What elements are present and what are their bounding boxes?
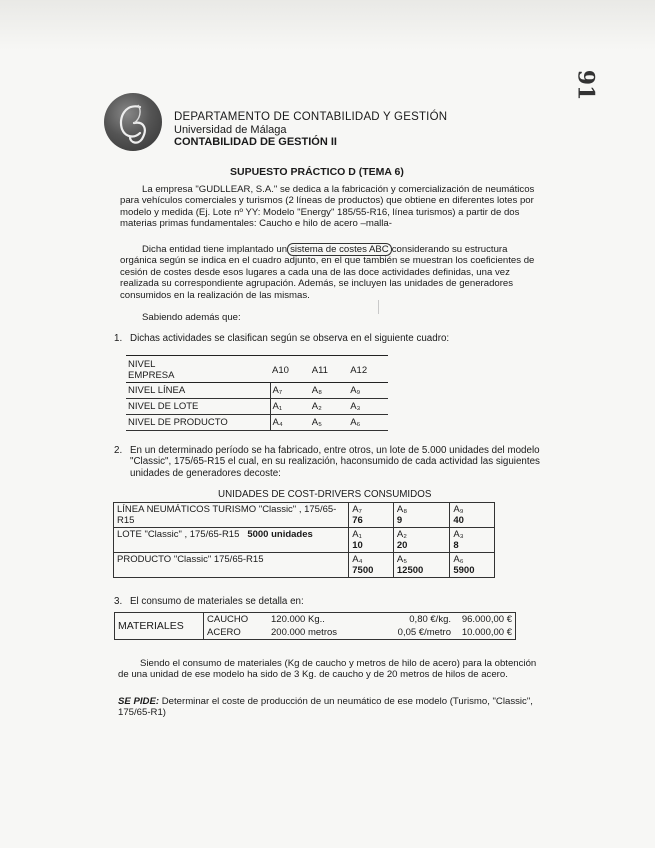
- driver-value: 76: [352, 515, 363, 526]
- driver-value: 5900: [453, 565, 475, 576]
- table-cell: [349, 503, 394, 528]
- table-cell: A12: [348, 358, 388, 383]
- table-cell: 0,80 €/kg.: [409, 614, 451, 625]
- scan-shadow: [0, 0, 655, 50]
- table-cell: [114, 503, 349, 528]
- exercise-title: SUPUESTO PRÁCTICO D (TEMA 6): [230, 166, 404, 178]
- cost-drivers-caption: UNIDADES DE COST-DRIVERS CONSUMIDOS: [218, 489, 432, 500]
- table-cell: [349, 528, 394, 553]
- department-name: DEPARTAMENTO DE CONTABILIDAD Y GESTIÓN: [174, 111, 448, 123]
- table-cell: A₂: [310, 399, 348, 415]
- activity-code: A₇: [352, 504, 362, 515]
- activity-code: A₉: [453, 504, 464, 515]
- driver-value: 12500: [396, 565, 424, 576]
- table-cell: A10: [270, 358, 310, 383]
- driver-value: 8: [453, 540, 459, 551]
- row-label: LOTE "Classic" , 175/65-R15: [117, 529, 240, 540]
- university-logo: [104, 93, 162, 151]
- table-cell: A₇: [270, 383, 310, 399]
- item-text: Dichas actividades se clasifican según se observa en el siguiente cuadro:: [130, 333, 450, 344]
- table-cell: NIVEL DE LOTE: [126, 399, 270, 415]
- item-number: 3.: [114, 596, 123, 607]
- table-cell: A₉: [348, 383, 388, 399]
- table-cell: [450, 528, 495, 553]
- activity-code: A₂: [396, 529, 407, 540]
- table-cell: NIVEL EMPRESA: [126, 358, 270, 383]
- activity-code: A₅: [396, 554, 408, 565]
- scan-mark: [378, 300, 379, 314]
- table-cell: [450, 503, 495, 528]
- table-cell: A₃: [348, 399, 388, 415]
- activity-code: A₁: [352, 529, 362, 540]
- table-cell: [114, 553, 349, 578]
- intro-paragraph: [120, 184, 546, 230]
- driver-value: 20: [396, 540, 408, 551]
- activity-code: A₈: [396, 504, 408, 515]
- intro-text: La empresa "GUDLLEAR, S.A." se dedica a la fabricación y comercialización de neumáticos para vehículos comerciales y turismos (2 líneas de productos) que obtiene en diferentes lotes por modelo y medida (Ej. Lote nº YY: Modelo "Energy" 185/55-R16, línea turismos) a partir de dos materias primas fundamentales: Caucho e hilo de acero –malla-: [120, 184, 535, 230]
- course-name: CONTABILIDAD DE GESTIÓN II: [174, 136, 337, 148]
- abc-highlight: sistema de costes ABC: [287, 243, 392, 256]
- table-cell: [349, 553, 394, 578]
- table-cell: [450, 553, 495, 578]
- table-cell: [393, 553, 449, 578]
- table-cell: 96.000,00 €: [461, 614, 512, 625]
- item-number: 1.: [114, 333, 123, 344]
- item-text: En un determinado período se ha fabricado, entre otros, un lote de 5.000 unidades del modelo "Classic", 175/65-R15 el cual, en su realización, haconsumido de cada actividad las siguientes unidades de generadores decoste:: [130, 445, 540, 479]
- consumption-paragraph: [118, 658, 548, 681]
- table-cell: NIVEL LÍNEA: [126, 383, 270, 399]
- item-text: El consumo de materiales se detalla en:: [130, 596, 304, 607]
- row-label: PRODUCTO "Classic" 175/65-R15: [117, 554, 264, 565]
- table-cell: A₅: [310, 415, 348, 431]
- activity-code: A₆: [453, 554, 464, 565]
- driver-value: 40: [453, 515, 464, 526]
- driver-value: 7500: [352, 565, 374, 576]
- sabiendo-line: Sabiendo además que:: [142, 312, 241, 323]
- abc-paragraph: [120, 244, 546, 301]
- table-cell: A11: [310, 358, 348, 383]
- table-cell: [114, 528, 349, 553]
- university-name: Universidad de Málaga: [174, 124, 287, 136]
- row-label: LÍNEA NEUMÁTICOS TURISMO "Classic" , 175/65-R15: [117, 504, 337, 526]
- table-cell: 0,05 €/metro: [397, 627, 451, 638]
- table-cell: 10.000,00 €: [461, 627, 512, 638]
- question-paragraph: [118, 696, 548, 719]
- table-cell: 200.000 metros: [271, 627, 338, 638]
- table-cell: A₄: [270, 415, 310, 431]
- materials-table: [114, 612, 516, 640]
- consumption-text: Siendo el consumo de materiales (Kg de caucho y metros de hilo de acero) para la obtención de una unidad de ese modelo ha sido de 3 Kg. de caucho y de 20 metros de hilos de acero.: [118, 658, 537, 681]
- abc-text-start: Dicha entidad tiene implantado un: [142, 244, 288, 255]
- table-cell: [393, 503, 449, 528]
- table-cell: A₁: [270, 399, 310, 415]
- table-cell: NIVEL DE PRODUCTO: [126, 415, 270, 431]
- table-cell: ACERO: [207, 627, 241, 638]
- materials-label: MATERIALES: [115, 613, 204, 640]
- activity-levels-table: [126, 355, 388, 431]
- driver-value: 10: [352, 540, 363, 551]
- activity-code: A₃: [453, 529, 464, 540]
- table-cell: A₈: [310, 383, 348, 399]
- question-label: SE PIDE:: [118, 696, 160, 707]
- table-cell: 120.000 Kg..: [271, 614, 325, 625]
- item-number: 2.: [114, 445, 123, 456]
- table-cell: A₆: [348, 415, 388, 431]
- lot-size: 5000 unidades: [247, 529, 313, 540]
- question-text: Determinar el coste de producción de un neumático de ese modelo (Turismo, "Classic", 175/65-R1): [118, 696, 533, 719]
- table-cell: CAUCHO: [207, 614, 249, 625]
- table-cell: [393, 528, 449, 553]
- driver-value: 9: [396, 515, 403, 526]
- handwritten-page-number: 91: [572, 69, 599, 101]
- cost-drivers-table: [113, 502, 495, 578]
- abc-text-end: considerando su estructura orgánica según se indica en el cuadro adjunto, en el que también se muestran los coeficientes de cesión de costes desde esos lugares a cada una de las doce actividades definidas, una vez realizada su correspondiente agrupación. Además, se incluyen las unidades de generadores consumidos en la realización de las mismas.: [120, 244, 535, 301]
- activity-code: A₄: [352, 554, 363, 565]
